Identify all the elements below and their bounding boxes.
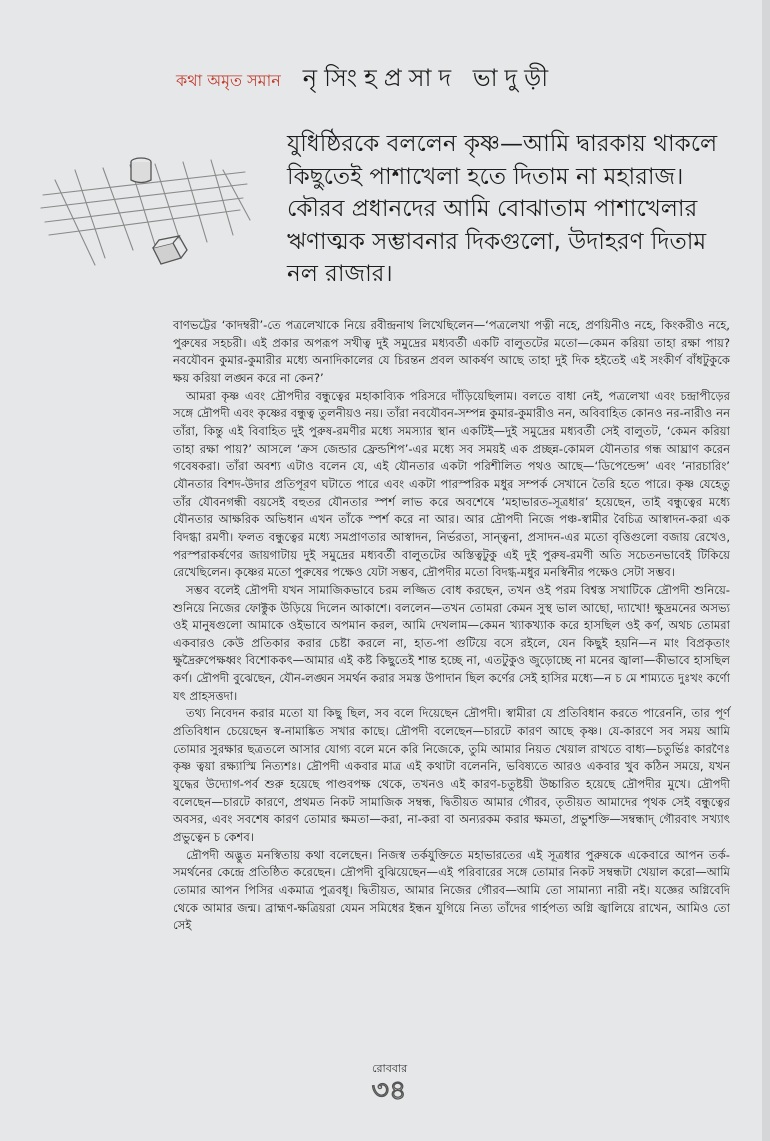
- article-header: [176, 60, 555, 96]
- page-edge: [762, 0, 770, 1141]
- series-title: কথা অমৃত সমান: [176, 71, 281, 90]
- body-paragraph: আমরা কৃষ্ণ এবং দ্রৌপদীর বন্ধুত্বের মহাকাব্যিক পরিসরে দাঁড়িয়েছিলাম। বলতে বাধা নেই, পত্রলেখা এবং চন্দ্রাপীড়ের সঙ্গে দ্রৌপদী এবং কৃষ্ণের বন্ধুত্ব তুলনীয়ও নয়। তাঁরা নবযৌবন-সম্পন্ন কুমার-কুমারীও নন, অবিবাহিত কোনও নর-নারীও নন তাঁরা, কিন্তু এই বিবাহিত দুই পুরুষ-রমণীর মধ্যে সমস্যার স্থান একটিই—দুই সমুদ্রের মধ্যবর্তী সেই বালুতট, ‘কেমন করিয়া তাহা রক্ষা পায়?’ আসলে ‘ক্রস জেন্ডার ফ্রেন্ডশিপ’-এর মধ্যে সব সময়ই এক প্রচ্ছন্ন-কোমল যৌনতার গন্ধ আঘ্রাণ করেন গবেষকরা। তাঁরা অবশ্য এটাও বলেন যে, এই যৌনতার একটা পরিশীলিত পথও আছে—‘ডিপেন্ডেন্স’ এবং ‘নারচারিং’ যৌনতার বিশদ-উদার প্রতিপূরণ ঘটাতে পারে এবং একটা পারস্পরিক মধুর সম্পর্ক সেখানে তৈরি হতে পারে। কৃষ্ণ যেহেতু তাঁর যৌবনগন্ধী বয়সেই বহুতর যৌনতার স্পর্শ লাভ করে অবশেষে ‘মহাভারত-সূত্রধার’ হয়েছেন, তাই বন্ধুত্বের মধ্যে যৌনতার আক্ষরিক অভিধান এখন তাঁকে স্পর্শ করে না আর। আর দ্রৌপদী নিজে পঞ্চ-স্বামীর বৈচিত্র আস্বাদন-করা এক বিদগ্ধা রমণী। ফলত বন্ধুত্বের মধ্যে সমপ্রাণতার আস্বাদন, নির্ভরতা, সান্ত্বনা, প্রসাদন-এর মতো বৃত্তিগুলো বজায় রেখেও, পরস্পরাকর্ষণের জায়গাটায় দুই সমুদ্রের মধ্যবর্তী বালুতটের অস্তিত্বটুকু এই দুই পুরুষ-রমণী অতি সচেতনভাবেই টিকিয়ে রেখেছিলেন। কৃষ্ণের মতো পুরুষের পক্ষেও যেটা সম্ভব, দ্রৌপদীর মতো বিদগ্ধ-মধুর মনস্বিনীর পক্ষেও সেটা সম্ভব।: [173, 388, 730, 580]
- pull-quote: যুধিষ্ঠিরকে বললেন কৃষ্ণ—আমি দ্বারকায় থাকলে কিছুতেই পাশাখেলা হতে দিতাম না মহারাজ। কৌরব প্রধানদের আমি বোঝাতাম পাশাখেলার ঋণাত্মক সম্ভাবনার দিকগুলো, উদাহরণ দিতাম নল রাজার।: [287, 131, 718, 287]
- article-body: [173, 317, 730, 935]
- body-paragraph: সম্ভব বলেই দ্রৌপদী যখন সামাজিকভাবে চরম লজ্জিত বোধ করছেন, তখন ওই পরম বিশ্বস্ত সখাটিকে দ্রৌপদী শুনিয়ে-শুনিয়ে নিজের ফোক্টুক উড়িয়ে দিলেন আকাশে। বললেন—তখন তোমরা কেমন সুস্থ ভাল আছো, দ্যাখো! ক্ষুদ্রমনের অসভ্য ওই মানুষগুলো আমাকে ওইভাবে অপমান করল, আমি দেখলাম—কেমন খ্যাকখ্যাক করে হাসছিল ওই কর্ণ, অথচ তোমরা একবারও কেউ প্রতিকার করার চেষ্টা করলে না, হাত-পা গুটিয়ে বসে রইলে, যেন কিছুই হয়নি—ন মাং বিপ্রকৃতাং ক্ষুদ্রৈরুপেক্ষধ্বং বিশোককৎ—আমার এই কষ্ট কিছুতেই শান্ত হচ্ছে না, এতটুকুও জুড়োচ্ছে না মনের জ্বালা—কীভাবে হাসছিল কর্ণ। দ্রৌপদী বুঝেছেন, যৌন-লঙ্ঘন সমর্থন করার সমস্ত উপাদান ছিল কর্ণের সেই হাসির মধ্যে—ন চ মে শাম্যতে দুঃখং কর্ণো যৎ প্রাহসত্তদা।: [173, 582, 730, 703]
- author-name: নৃসিংহপ্রসাদ ভাদুড়ী: [302, 64, 556, 92]
- footer-day: রোববার: [372, 1062, 408, 1075]
- body-paragraph: বাণভট্টের ‘কাদম্বরী’-তে পত্রলেখাকে নিয়ে রবীন্দ্রনাথ লিখেছিলেন—‘পত্রলেখা পত্নী নহে, প্রণয়িনীও নহে, কিংকরীও নহে, পুরুষের সহচরী। এই প্রকার অপরূপ সখীত্ব দুই সমুদ্রের মধ্যবর্তী একটি বালুতটের মতো—কেমন করিয়া তাহা রক্ষা পায়? নবযৌবন কুমার-কুমারীর মধ্যে অনাদিকালের যে চিরন্তন প্রবল আকর্ষণ আছে তাহা দুই দিক হইতেই এই সংকীর্ণ বাঁধটুকুকে ক্ষয় করিয়া লঙ্ঘন করে না কেন?’: [173, 318, 730, 385]
- body-paragraph: তথ্য নিবেদন করার মতো যা কিছু ছিল, সব বলে দিয়েছেন দ্রৌপদী। স্বামীরা যে প্রতিবিধান করতে পারেননি, তার পূর্ণ প্রতিবিধান চেয়েছেন স্ব-নামাঙ্কিত সখার কাছে। দ্রৌপদী বলেছেন—চারটে কারণ আছে কৃষ্ণ। যে-কারণে সব সময় আমি তোমার সুরক্ষার ছত্রতলে আসার যোগ্য বলে মনে করি নিজেকে, তুমি আমার নিয়ত খেয়াল রাখতে বাধ্য—চতুর্ভিঃ কারণৈঃ কৃষ্ণ ত্বয়া রক্ষ্যাস্মি নিত্যশঃ। দ্রৌপদী একবার মাত্র এই কথাটা বলেননি, ভবিষ্যতে আরও একবার খুব কঠিন সময়ে, যখন যুদ্ধের উদ্যোগ-পর্ব শুরু হয়েছে পাণ্ডবপক্ষ থেকে, তখনও এই কারণ-চতুষ্টয়ী উচ্চারিত হয়েছে দ্রৌপদীর মুখে। দ্রৌপদী বলেছেন—চারটে কারণে, প্রথমত নিকট সামাজিক সম্বন্ধ, দ্বিতীয়ত আমার গৌরব, তৃতীয়ত আমাদের পৃথক সেই বন্ধুত্বের অবসর, এবং সবশেষ কারণ তোমার ক্ষমতা—করা, না-করা বা অন্যরকম করার ক্ষমতা, প্রভুশক্তি—সম্বন্ধাদ্ গৌরবাৎ সখ্যাৎ প্রভুত্বেন চ কেশব।: [173, 706, 730, 845]
- pasha-board-sketch-icon: [35, 150, 255, 275]
- body-paragraph: দ্রৌপদী অদ্ভুত মনস্বিতায় কথা বলেছেন। নিজস্ব তর্কযুক্তিতে মহাভারতের এই সূত্রধার পুরুষকে একেবারে আপন তর্ক-সমর্থনের কেন্দ্রে প্রতিষ্ঠিত করেছেন। দ্রৌপদী বুঝিয়েছেন—এই পরিবারের সঙ্গে তোমার নিকট সম্বন্ধটা খেয়াল করো—আমি তোমার আপন পিসির একমাত্র পুত্রবধূ। দ্বিতীয়ত, আমার নিজের গৌরব—আমি তো সামান্যা নারী নই। যজ্ঞের অগ্নিবেদি থেকে আমার জন্ম। ব্রাহ্মণ-ক্ষত্রিয়রা যেমন সমিধের ইন্ধন যুগিয়ে নিত্য তাঁদের গার্হপত্য অগ্নি জ্বালিয়ে রাখেন, আমিও তো সেই: [173, 847, 730, 933]
- page-number: ৩৪: [371, 1075, 407, 1106]
